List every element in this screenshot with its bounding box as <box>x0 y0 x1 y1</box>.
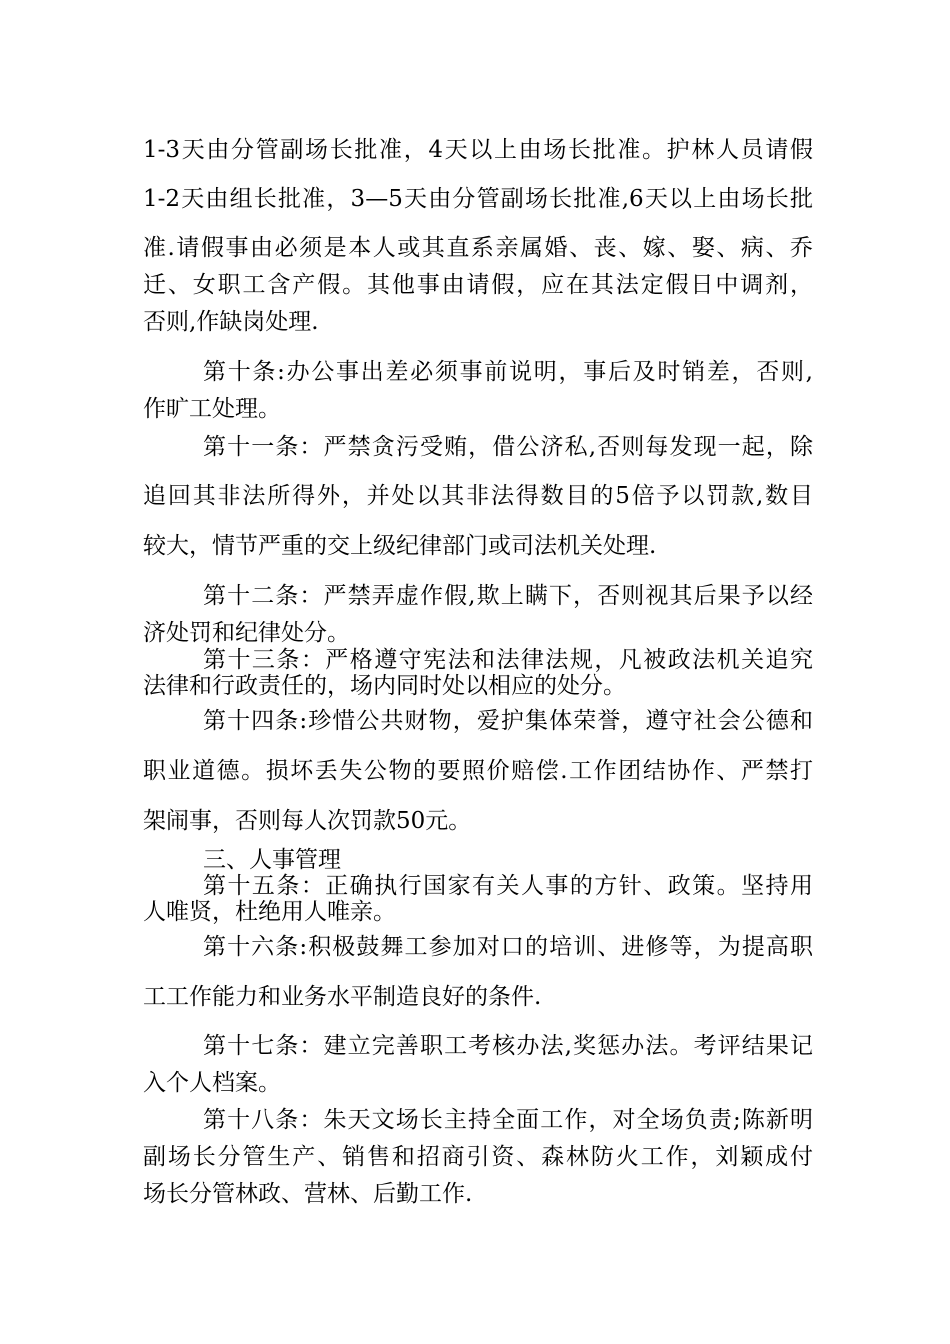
text-line: 追回其非法所得外，并处以其非法得数目的5倍予以罚款,数目 <box>143 483 813 509</box>
text-line: 较大，情节严重的交上级纪律部门或司法机关处理. <box>143 533 657 559</box>
article-16-line: 第十六条:积极鼓舞工参加对口的培训、进修等，为提高职 <box>203 934 813 960</box>
text-line: 职业道德。损坏丢失公物的要照价赔偿.工作团结协作、严禁打 <box>143 758 813 784</box>
text-line: 法律和行政责任的，场内同时处以相应的处分。 <box>143 673 626 699</box>
section-heading: 三、人事管理 <box>203 847 341 873</box>
article-11-line: 第十一条：严禁贪污受贿，借公济私,否则每发现一起，除 <box>203 434 813 460</box>
text-line: 工工作能力和业务水平制造良好的条件. <box>143 984 542 1010</box>
text-line: 架闹事，否则每人次罚款50元。 <box>143 808 472 834</box>
text-line: 否则,作缺岗处理. <box>143 309 319 335</box>
text-line: 场长分管林政、营林、后勤工作. <box>143 1181 473 1207</box>
article-13-line: 第十三条：严格遵守宪法和法律法规，凡被政法机关追究 <box>203 647 813 673</box>
text-line: 人唯贤，杜绝用人唯亲。 <box>143 899 396 925</box>
text-line: 作旷工处理。 <box>143 396 281 422</box>
text-line: 副场长分管生产、销售和招商引资、森林防火工作，刘颖成付 <box>143 1144 813 1170</box>
text-line: 济处罚和纪律处分。 <box>143 620 350 646</box>
text-line: 1-2天由组长批准，3—5天由分管副场长批准,6天以上由场长批 <box>143 186 813 212</box>
article-12-line: 第十二条：严禁弄虚作假,欺上瞒下，否则视其后果予以经 <box>203 583 813 609</box>
article-18-line: 第十八条：朱天文场长主持全面工作，对全场负责;陈新明 <box>203 1107 813 1133</box>
text-line: 入个人档案。 <box>143 1070 281 1096</box>
text-line: 准.请假事由必须是本人或其直系亲属婚、丧、嫁、娶、病、乔 <box>143 235 813 261</box>
text-line: 1-3天由分管副场长批准，4天以上由场长批准。护林人员请假 <box>143 137 813 163</box>
text-line: 迁、女职工含产假。其他事由请假，应在其法定假日中调剂， <box>143 272 813 298</box>
article-15-line: 第十五条：正确执行国家有关人事的方针、政策。坚持用 <box>203 873 813 899</box>
article-17-line: 第十七条：建立完善职工考核办法,奖惩办法。考评结果记 <box>203 1033 813 1059</box>
article-10-line: 第十条:办公事出差必须事前说明，事后及时销差，否则, <box>203 359 813 385</box>
article-14-line: 第十四条:珍惜公共财物，爱护集体荣誉，遵守社会公德和 <box>203 708 813 734</box>
